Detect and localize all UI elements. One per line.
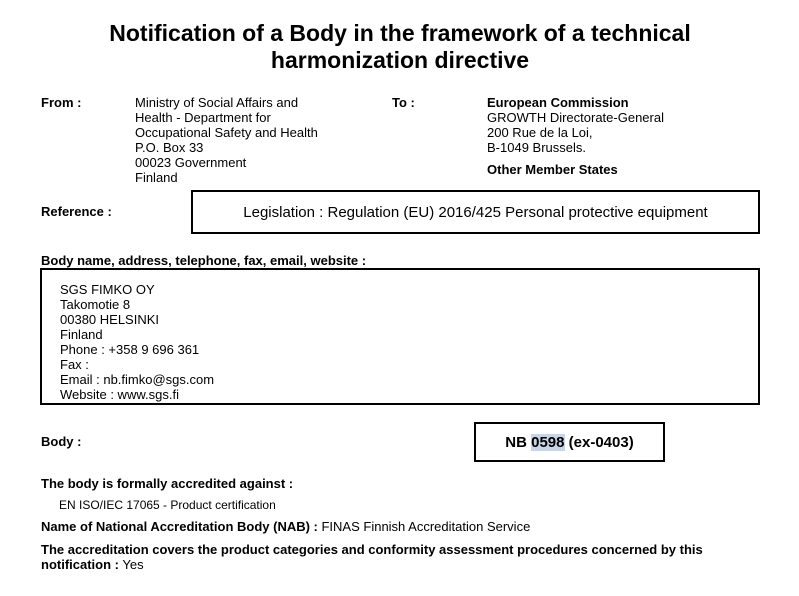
accreditation-label: The body is formally accredited against : <box>41 476 294 491</box>
reference-box <box>191 190 760 234</box>
body-info-line: SGS FIMKO OY <box>60 282 155 297</box>
nb-prefix: NB <box>505 433 532 451</box>
nab-value: FINAS Finnish Accreditation Service <box>317 519 531 534</box>
reference-value: Legislation : Regulation (EU) 2016/425 Personal protective equipment <box>243 203 708 221</box>
accreditation-standard: EN ISO/IEC 17065 - Product certification <box>59 498 276 512</box>
body-info-line: Takomotie 8 <box>60 297 131 312</box>
from-label: From : <box>41 95 82 110</box>
document-title <box>60 20 740 74</box>
from-line: Health - Department for <box>135 110 271 125</box>
to-address <box>487 95 664 177</box>
to-line: GROWTH Directorate-General <box>487 110 664 125</box>
body-info-line: Website : www.sgs.fi <box>60 387 179 402</box>
reference-label: Reference : <box>41 204 112 219</box>
title-line-2: harmonization directive <box>270 47 530 73</box>
to-line: B-1049 Brussels. <box>487 140 586 155</box>
covers-label: The accreditation covers the product categories and conformity assessment procedures concerned by this notification : <box>41 542 703 572</box>
accreditation-covers <box>41 542 761 572</box>
body-label: Body : <box>41 434 82 449</box>
from-line: 00023 Government <box>135 155 247 170</box>
covers-value: Yes <box>119 557 144 572</box>
body-info-line: Email : nb.fimko@sgs.com <box>60 372 215 387</box>
from-line: Ministry of Social Affairs and <box>135 95 299 110</box>
to-organization: European Commission <box>487 95 629 110</box>
from-line: Finland <box>135 170 178 185</box>
from-line: Occupational Safety and Health <box>135 125 318 140</box>
body-info-line: Phone : +358 9 696 361 <box>60 342 200 357</box>
to-line: 200 Rue de la Loi, <box>487 125 593 140</box>
nb-suffix: (ex-0403) <box>564 433 634 451</box>
from-line: P.O. Box 33 <box>135 140 204 155</box>
to-label: To : <box>392 95 415 110</box>
nab-label: Name of National Accreditation Body (NAB) : <box>41 519 318 534</box>
body-info-label: Body name, address, telephone, fax, email, website : <box>41 253 367 268</box>
body-info-line: Fax : <box>60 357 89 372</box>
body-info-line: Finland <box>60 327 103 342</box>
from-address <box>135 95 318 185</box>
to-other-member-states: Other Member States <box>487 162 618 177</box>
nab-line <box>41 519 530 534</box>
body-info-line: 00380 HELSINKI <box>60 312 160 327</box>
body-info-box <box>40 268 760 405</box>
nb-number[interactable]: 0598 <box>531 433 565 451</box>
nb-box <box>474 422 665 462</box>
title-line-1: Notification of a Body in the framework of a technical <box>109 20 691 46</box>
